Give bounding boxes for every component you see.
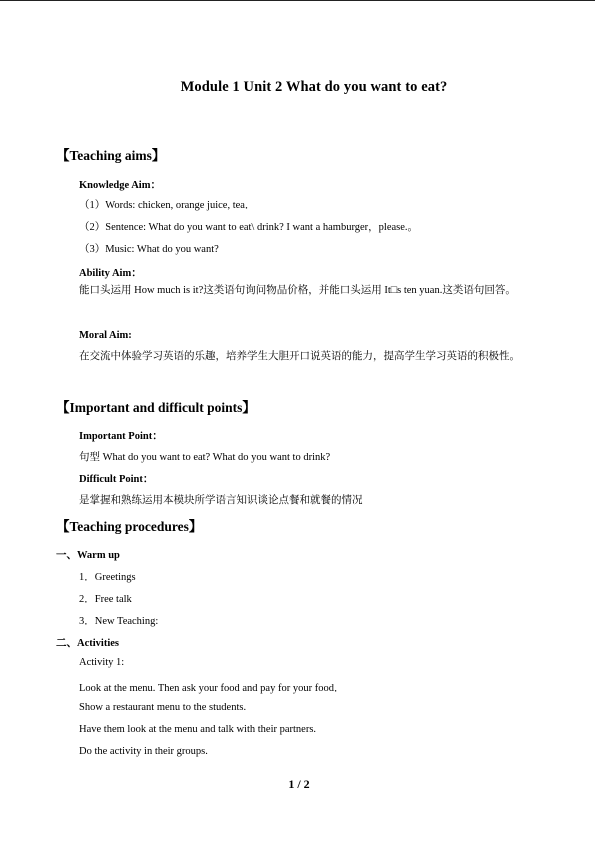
difficult-point-text: 是掌握和熟练运用本模块所学语言知识谈论点餐和就餐的情况 <box>79 495 363 506</box>
knowledge-item: （3）Music: What do you want? <box>79 244 219 255</box>
activity-line: Show a restaurant menu to the students. <box>79 702 247 713</box>
points-heading: 【Important and difficult points】 <box>56 400 256 415</box>
activity-line: Activity 1: <box>79 657 125 668</box>
ability-aim-text: 能口头运用 How much is it?这类语句询问物品价格，并能口头运用 It□s ten yuan.这类语句回答。 <box>79 285 516 296</box>
teaching-aims-heading: 【Teaching aims】 <box>56 148 166 163</box>
warmup-label: 一、Warm up <box>56 550 120 561</box>
activity-line: Do the activity in their groups. <box>79 746 208 757</box>
warmup-item: 2．Free talk <box>79 594 132 605</box>
knowledge-aim-label: Knowledge Aim： <box>79 180 161 191</box>
page-number: 1 / 2 <box>288 777 310 791</box>
warmup-item: 3．New Teaching: <box>79 616 159 627</box>
activity-line: Look at the menu. Then ask your food and pay for your food． <box>79 683 345 694</box>
document-title: Module 1 Unit 2 What do you want to eat? <box>180 79 448 95</box>
important-point-text: 句型 What do you want to eat? What do you want to drink? <box>79 452 331 463</box>
procedures-heading: 【Teaching procedures】 <box>56 519 203 534</box>
activity-line: Have them look at the menu and talk with their partners. <box>79 724 317 735</box>
important-point-label: Important Point： <box>79 431 163 442</box>
knowledge-item: （2）Sentence: What do you want to eat\ drink? I want a hamburger，please.。 <box>79 222 419 233</box>
activities-label: 二、Activities <box>56 638 119 649</box>
ability-aim-label: Ability Aim： <box>79 268 142 279</box>
moral-aim-label: Moral Aim: <box>79 330 132 341</box>
moral-aim-text: 在交流中体验学习英语的乐趣，培养学生大胆开口说英语的能力，提高学生学习英语的积极性。 <box>79 351 520 362</box>
difficult-point-label: Difficult Point： <box>79 474 154 485</box>
knowledge-item: （1）Words: chicken, orange juice, tea． <box>79 200 256 211</box>
warmup-item: 1．Greetings <box>79 572 136 583</box>
